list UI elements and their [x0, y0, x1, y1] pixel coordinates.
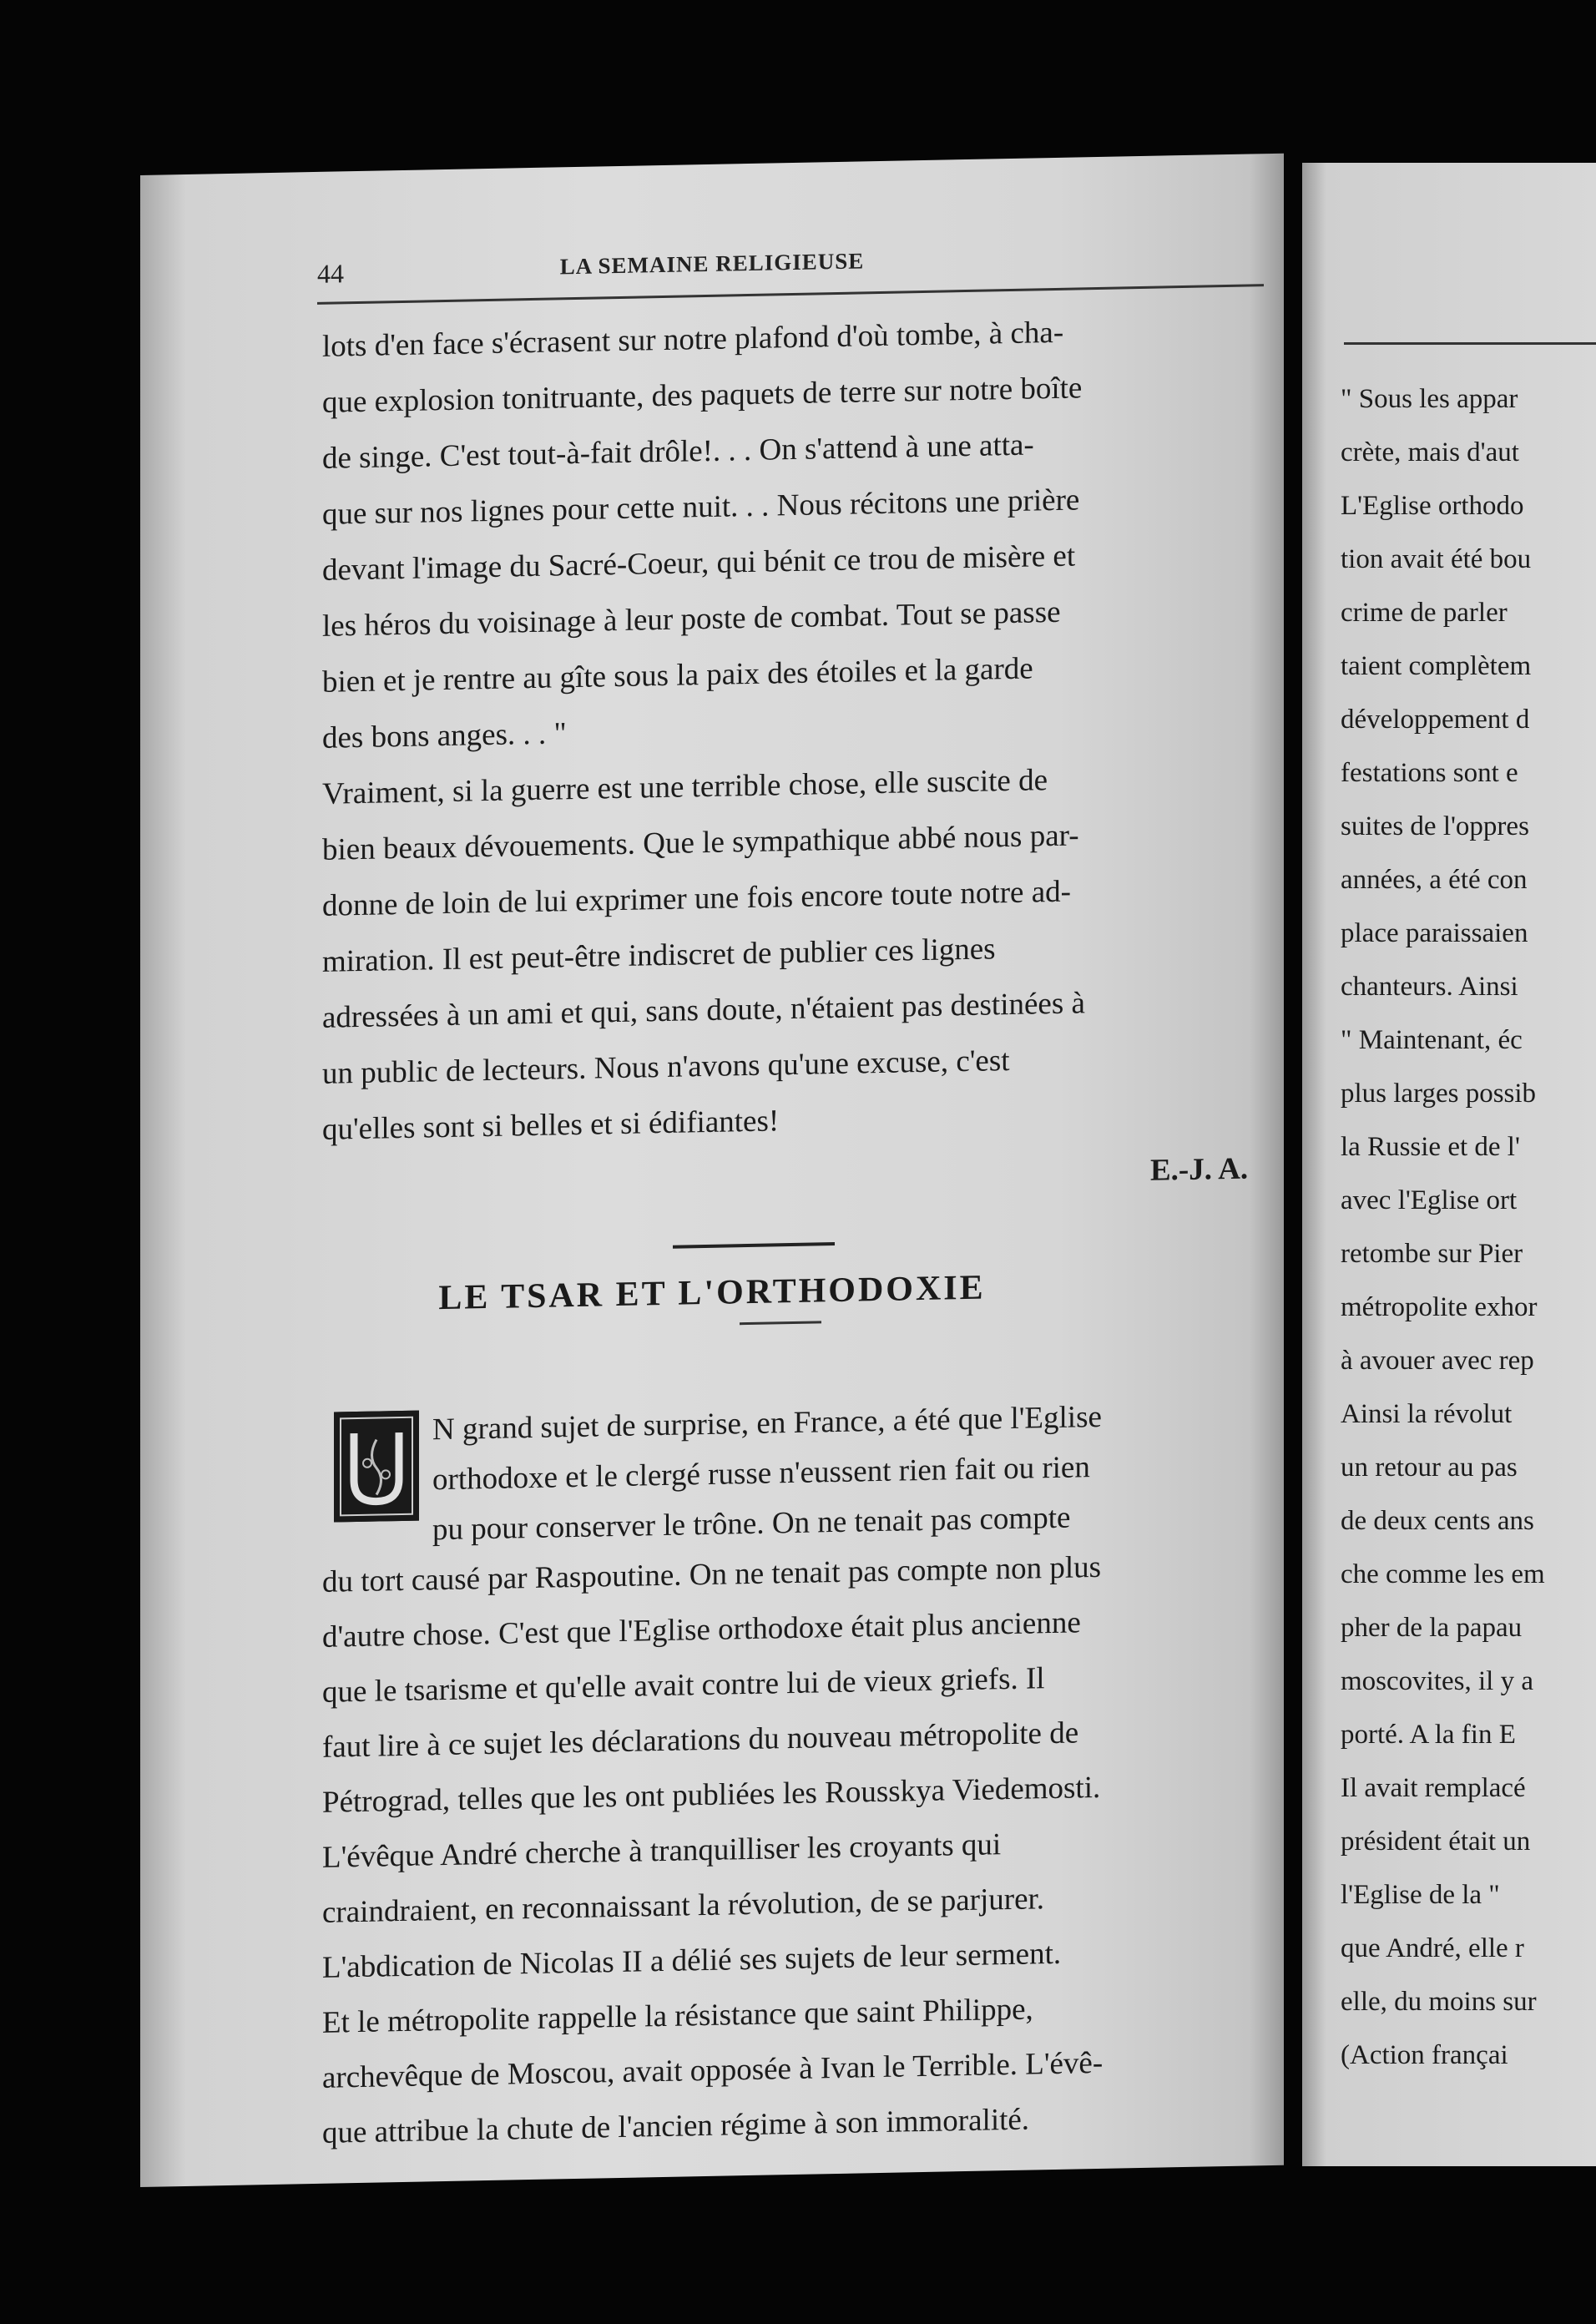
text-line: miration. Il est peut-être indiscret de publier ces lignes: [322, 932, 996, 979]
text-line: N grand sujet de surprise, en France, a été que l'Eglise: [432, 1399, 1102, 1447]
text-line: président était un: [1341, 1826, 1531, 1857]
header-rule: [317, 284, 1264, 305]
text-line: orthodoxe et le clergé russe n'eussent rien fait ou rien: [432, 1450, 1090, 1498]
text-line: moscovites, il y a: [1341, 1666, 1533, 1696]
text-line: métropolite exhor: [1341, 1292, 1538, 1322]
text-line: du tort causé par Raspoutine. On ne tenait pas compte non plus: [322, 1549, 1102, 1599]
text-line: tion avait été bou: [1341, 544, 1532, 574]
text-line: devant l'image du Sacré-Coeur, qui bénit ce trou de misère et: [322, 538, 1076, 588]
right-page: [1302, 163, 1596, 2166]
text-line: craindraient, en reconnaissant la révolution, de se parjurer.: [322, 1882, 1045, 1930]
text-line: développement d: [1341, 705, 1530, 735]
right-page-rule: [1344, 342, 1596, 345]
text-line: l'Eglise de la ": [1341, 1880, 1500, 1910]
text-line: suites de l'oppres: [1341, 811, 1529, 841]
text-line: que attribue la chute de l'ancien régime à son immoralité.: [322, 2102, 1030, 2150]
text-line: Et le métropolite rappelle la résistance que saint Philippe,: [322, 1992, 1033, 2040]
text-line: crime de parler: [1341, 598, 1508, 628]
text-line: que explosion tonitruante, des paquets de terre sur notre boîte: [322, 371, 1083, 420]
text-line: pu pour conserver le trône. On ne tenait pas compte: [432, 1500, 1071, 1548]
text-line: Il avait remplacé: [1341, 1773, 1526, 1803]
text-line: des bons anges. . . ": [322, 716, 567, 755]
section-separator: [673, 1242, 835, 1249]
text-line: place paraissaien: [1341, 918, 1528, 948]
text-line: que André, elle r: [1341, 1933, 1524, 1963]
text-line: de deux cents ans: [1341, 1506, 1534, 1536]
text-line: L'évêque André cherche à tranquilliser les croyants qui: [322, 1827, 1002, 1875]
text-line: de singe. C'est tout-à-fait drôle!. . . On s'attend à une atta-: [322, 427, 1034, 476]
dropcap-ornament-icon: [337, 1414, 416, 1519]
text-line: à avouer avec rep: [1341, 1346, 1534, 1376]
text-line: pher de la papau: [1341, 1613, 1523, 1643]
text-line: avec l'Eglise ort: [1341, 1185, 1518, 1215]
text-line: donne de loin de lui exprimer une fois encore toute notre ad-: [322, 874, 1071, 923]
text-line: les héros du voisinage à leur poste de combat. Tout se passe: [322, 594, 1061, 644]
text-line: la Russie et de l': [1341, 1132, 1520, 1162]
text-line: lots d'en face s'écrasent sur notre plafond d'où tombe, à cha-: [322, 315, 1064, 364]
text-line: bien beaux dévouements. Que le sympathique abbé nous par-: [322, 818, 1079, 867]
text-line: " Sous les appar: [1341, 384, 1518, 414]
text-line: années, a été con: [1341, 865, 1528, 895]
text-line: Ainsi la révolut: [1341, 1399, 1513, 1429]
text-line: que le tsarisme et qu'elle avait contre lui de vieux griefs. Il: [322, 1661, 1045, 1710]
text-line: crète, mais d'aut: [1341, 437, 1519, 467]
text-line: porté. A la fin E: [1341, 1720, 1516, 1750]
text-line: faut lire à ce sujet les déclarations du nouveau métropolite de: [322, 1715, 1079, 1765]
text-line: taient complètem: [1341, 651, 1532, 681]
text-line: " Maintenant, éc: [1341, 1025, 1523, 1055]
text-line: festations sont e: [1341, 758, 1518, 788]
text-line: qu'elles sont si belles et si édifiantes!: [322, 1104, 780, 1147]
text-line: adressées à un ami et qui, sans doute, n'étaient pas destinées à: [322, 986, 1085, 1035]
text-line: un retour au pas: [1341, 1452, 1518, 1483]
text-line: d'autre chose. C'est que l'Eglise orthodoxe était plus ancienne: [322, 1605, 1081, 1655]
running-title: LA SEMAINE RELIGIEUSE: [559, 248, 865, 280]
dropcap-ornament: [334, 1411, 419, 1523]
text-line: L'abdication de Nicolas II a délié ses sujets de leur serment.: [322, 1936, 1062, 1985]
title-underline: [740, 1321, 821, 1325]
text-line: Pétrograd, telles que les ont publiées les Rousskya Viedemosti.: [322, 1770, 1101, 1820]
text-line: chanteurs. Ainsi: [1341, 972, 1518, 1002]
text-line: che comme les em: [1341, 1559, 1545, 1589]
text-line: elle, du moins sur: [1341, 1987, 1537, 2017]
text-line: bien et je rentre au gîte sous la paix des étoiles et la garde: [322, 651, 1033, 700]
text-line: Vraiment, si la guerre est une terrible chose, elle suscite de: [322, 763, 1048, 811]
text-line: (Action françai: [1341, 2040, 1508, 2070]
section-title: LE TSAR ET L'ORTHODOXIE: [438, 1268, 986, 1318]
text-line: que sur nos lignes pour cette nuit. . . Nous récitons une prière: [322, 482, 1080, 532]
page-number: 44: [317, 258, 344, 289]
signature: E.-J. A.: [1150, 1151, 1249, 1188]
left-page: [140, 154, 1284, 2187]
text-line: plus larges possib: [1341, 1079, 1537, 1109]
text-line: retombe sur Pier: [1341, 1239, 1523, 1269]
text-line: L'Eglise orthodo: [1341, 491, 1524, 521]
text-line: un public de lecteurs. Nous n'avons qu'une excuse, c'est: [322, 1043, 1010, 1091]
text-line: archevêque de Moscou, avait opposée à Ivan le Terrible. L'évê-: [322, 2045, 1104, 2095]
